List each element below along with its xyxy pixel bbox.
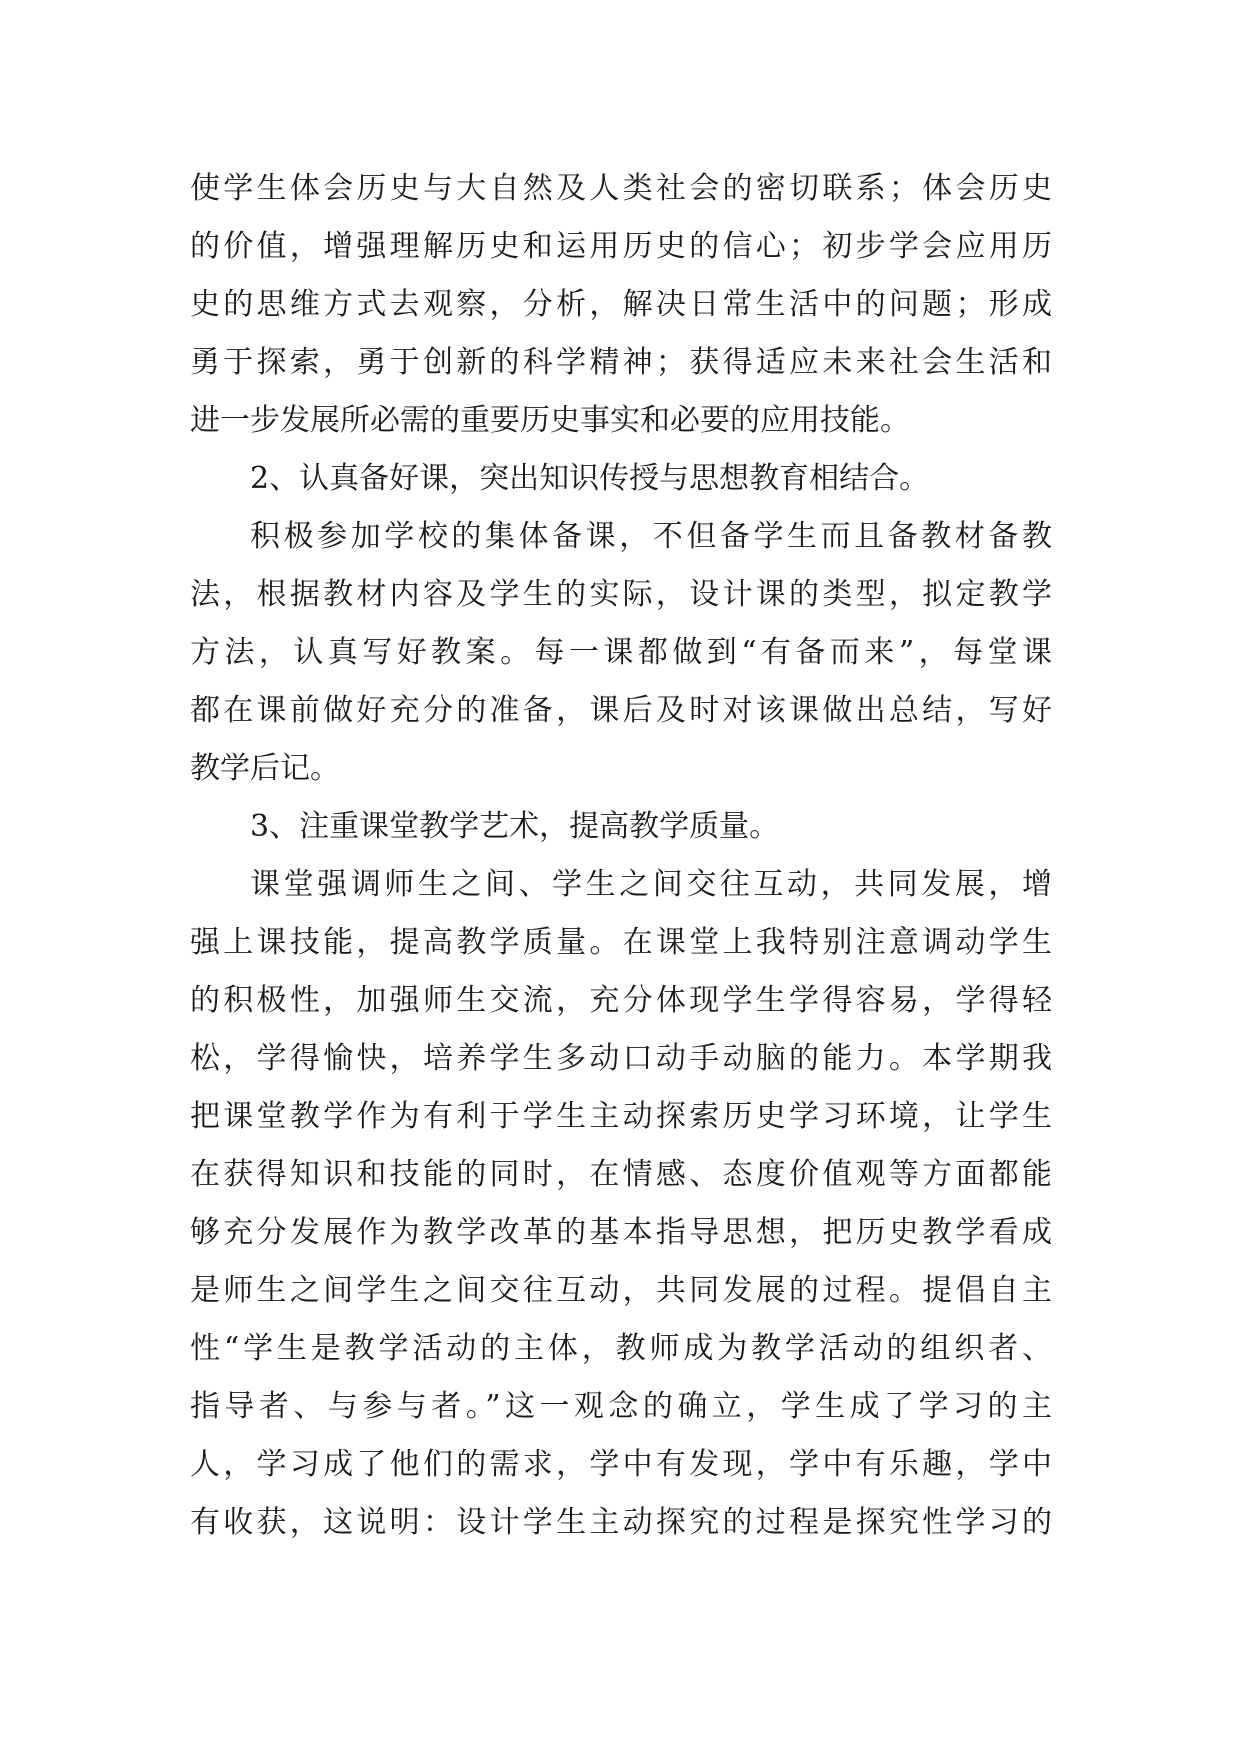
text-line: 的价值，增强理解历史和运用历史的信心；初步学会应用历 bbox=[190, 229, 1052, 264]
heading-line: 2、认真备好课，突出知识传授与思想教育相结合。 bbox=[250, 461, 930, 496]
text-line: 法，根据教材内容及学生的实际，设计课的类型，拟定教学 bbox=[190, 577, 1052, 612]
heading-line: 3、注重课堂教学艺术，提高教学质量。 bbox=[250, 809, 780, 844]
section-heading-2 bbox=[190, 450, 1052, 508]
text-line: 使学生体会历史与大自然及人类社会的密切联系；体会历史 bbox=[190, 171, 1052, 206]
text-line: 教学后记。 bbox=[190, 751, 340, 786]
text-line: 都在课前做好充分的准备，课后及时对该课做出总结，写好 bbox=[190, 693, 1052, 728]
text-line: 史的思维方式去观察，分析，解决日常生活中的问题；形成 bbox=[190, 287, 1052, 322]
section-heading-3 bbox=[190, 798, 1052, 856]
text-line: 有收获，这说明：设计学生主动探究的过程是探究性学习的 bbox=[190, 1505, 1052, 1540]
paragraph-classroom-teaching bbox=[190, 856, 1052, 1552]
text-line: 进一步发展所必需的重要历史事实和必要的应用技能。 bbox=[190, 403, 910, 438]
paragraph-lesson-prep bbox=[190, 508, 1052, 798]
text-line: 把课堂教学作为有利于学生主动探索历史学习环境，让学生 bbox=[190, 1099, 1052, 1134]
text-line: 强上课技能，提高教学质量。在课堂上我特别注意调动学生 bbox=[190, 925, 1052, 960]
text-line: 在获得知识和技能的同时，在情感、态度价值观等方面都能 bbox=[190, 1157, 1052, 1192]
text-line: 方法，认真写好教案。每一课都做到“有备而来”，每堂课 bbox=[190, 635, 1052, 670]
text-line: 课堂强调师生之间、学生之间交往互动，共同发展，增 bbox=[250, 867, 1052, 902]
text-line: 松，学得愉快，培养学生多动口动手动脑的能力。本学期我 bbox=[190, 1041, 1052, 1076]
text-line: 指导者、与参与者。”这一观念的确立，学生成了学习的主 bbox=[190, 1389, 1052, 1424]
text-line: 勇于探索，勇于创新的科学精神；获得适应未来社会生活和 bbox=[190, 345, 1052, 380]
text-line: 积极参加学校的集体备课，不但备学生而且备教材备教 bbox=[250, 519, 1052, 554]
document-body bbox=[190, 160, 1052, 1552]
text-line: 够充分发展作为教学改革的基本指导思想，把历史教学看成 bbox=[190, 1215, 1052, 1250]
text-line: 是师生之间学生之间交往互动，共同发展的过程。提倡自主 bbox=[190, 1273, 1052, 1308]
paragraph-continuation bbox=[190, 160, 1052, 450]
text-line: 的积极性，加强师生交流，充分体现学生学得容易，学得轻 bbox=[190, 983, 1052, 1018]
text-line: 人，学习成了他们的需求，学中有发现，学中有乐趣，学中 bbox=[190, 1447, 1052, 1482]
text-line: 性“学生是教学活动的主体，教师成为教学活动的组织者、 bbox=[190, 1331, 1052, 1366]
